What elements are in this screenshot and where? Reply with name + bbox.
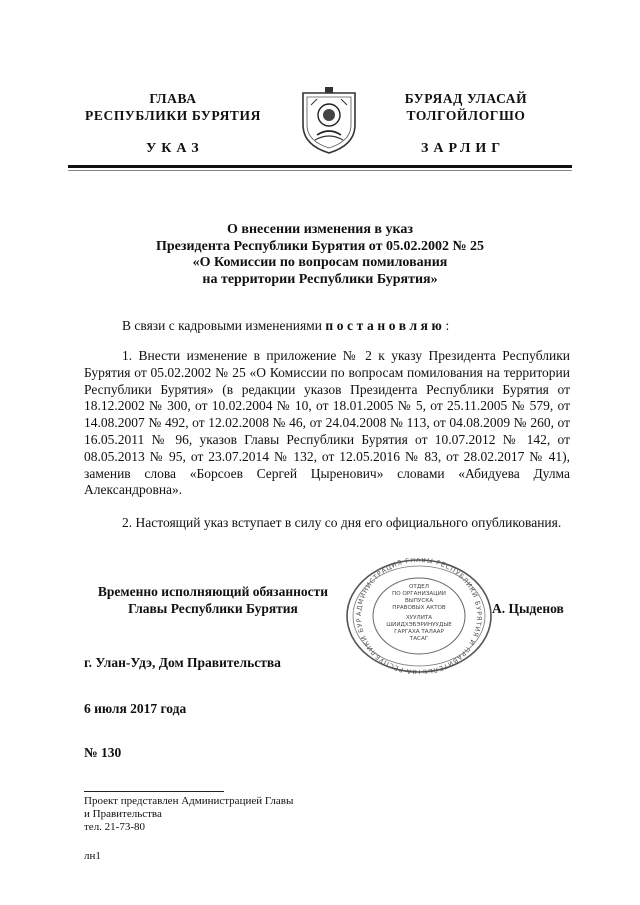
- title-line: «О Комиссии по вопросам помилования: [192, 255, 448, 270]
- seal-center-line: ОТДЕЛ: [409, 584, 429, 590]
- seal-center-line: ПО ОРГАНИЗАЦИИ: [392, 591, 446, 597]
- signatory-position: [84, 584, 342, 618]
- signatory-position-line1: Временно исполняющий обязанности: [97, 584, 329, 599]
- header-rule-thin: [68, 170, 572, 171]
- footnote-line2: и Правительства: [84, 808, 162, 821]
- header-left-title: ГЛАВА: [149, 91, 197, 106]
- header-right-doc-type: ЗАРЛИГ: [421, 141, 506, 156]
- title-line: Президента Республики Бурятия от 05.02.2002 № 25: [155, 238, 485, 254]
- title-line: О внесении изменения в указ: [227, 222, 413, 237]
- header-left-doc-type: УКАЗ: [146, 141, 204, 156]
- intro-text: В связи с кадровыми изменениями: [122, 318, 326, 333]
- issue-place: г. Улан-Удэ, Дом Правительства: [84, 655, 281, 670]
- issue-date: 6 июля 2017 года: [84, 701, 187, 716]
- seal-center-line: ШИИДХЭБЭРИНУУДЫЕ: [386, 622, 452, 628]
- seal-center-line: ХУУЛИТА: [405, 615, 433, 621]
- intro-paragraph: [84, 318, 570, 335]
- header-right: [362, 90, 570, 124]
- item-1-paragraph: [84, 348, 570, 499]
- item-2-text: 2. Настоящий указ вступает в силу со дня его официального опубликования.: [122, 515, 562, 530]
- header-right-title: БУРЯАД УЛАСАЙ: [404, 91, 528, 106]
- header-left: [78, 90, 268, 124]
- item-2-paragraph: [84, 515, 570, 532]
- coat-of-arms-emblem: [297, 85, 361, 155]
- intro-keyword: постановляю: [325, 318, 446, 333]
- footnote-line1: Проект представлен Администрацией Главы: [84, 795, 294, 807]
- header-rule-thick: [68, 165, 572, 168]
- item-1-text: 1. Внести изменение в приложение № 2 к указу Президента Республики Бурятия от 05.02.2002 № 25 «О Комиссии по вопросам помилования на территории Республики Бурятия» (в редакции указов Президента Республики Бурятия от 18.12.2002 № 300, от 10.02.2004 № 10, от 18.01.2005 № 5, от 25.11.2005 № 579, от 14.08.2007 № 492, от 12.02.2008 № 46, от 24.04.2008 № 113, от 04.08.2009 № 260, от 16.05.2011 № 96, указов Главы Республики Бурятия от 10.07.2012 № 142, от 08.05.2013 № 95, от 23.07.2014 № 132, от 12.05.2016 № 83, от 28.02.2017 № 41), заменив слова «Борсоев Сергей Цыренович» словами «Абидуева Дулма Александровна».: [84, 348, 570, 498]
- footnote-separator: [84, 791, 224, 792]
- document-title: [90, 222, 550, 288]
- seal-ring-text: АДМИНИСТРАЦИЯ ГЛАВЫ РЕСПУБЛИКИ БУРЯТИЯ И ПРАВИТЕЛЬСТВА РЕСПУБЛИКИ БУР: [354, 558, 484, 674]
- intro-colon: :: [445, 318, 450, 333]
- header-left-subtitle: РЕСПУБЛИКИ БУРЯТИЯ: [85, 108, 261, 123]
- header-right-subtitle: ТОЛГОЙЛОГШО: [406, 108, 526, 123]
- footnote-line3: тел. 21-73-80: [84, 821, 146, 834]
- decree-number: № 130: [84, 745, 122, 760]
- document-initials: лн1: [84, 850, 101, 862]
- signatory-name: А. Цыденов: [492, 601, 564, 616]
- seal-center-line: ГАРГАХА ТАЛААР: [394, 629, 444, 635]
- seal-center-line: ПРАВОВЫХ АКТОВ: [392, 605, 446, 611]
- footnote: [84, 795, 364, 835]
- title-line: на территории Республики Бурятия»: [202, 271, 438, 287]
- seal-center-line: ТАСАГ: [409, 636, 429, 642]
- official-seal: [343, 558, 495, 674]
- seal-center-line: ВЫПУСКА: [404, 598, 434, 604]
- signatory-position-line2: Главы Республики Бурятия: [128, 600, 298, 616]
